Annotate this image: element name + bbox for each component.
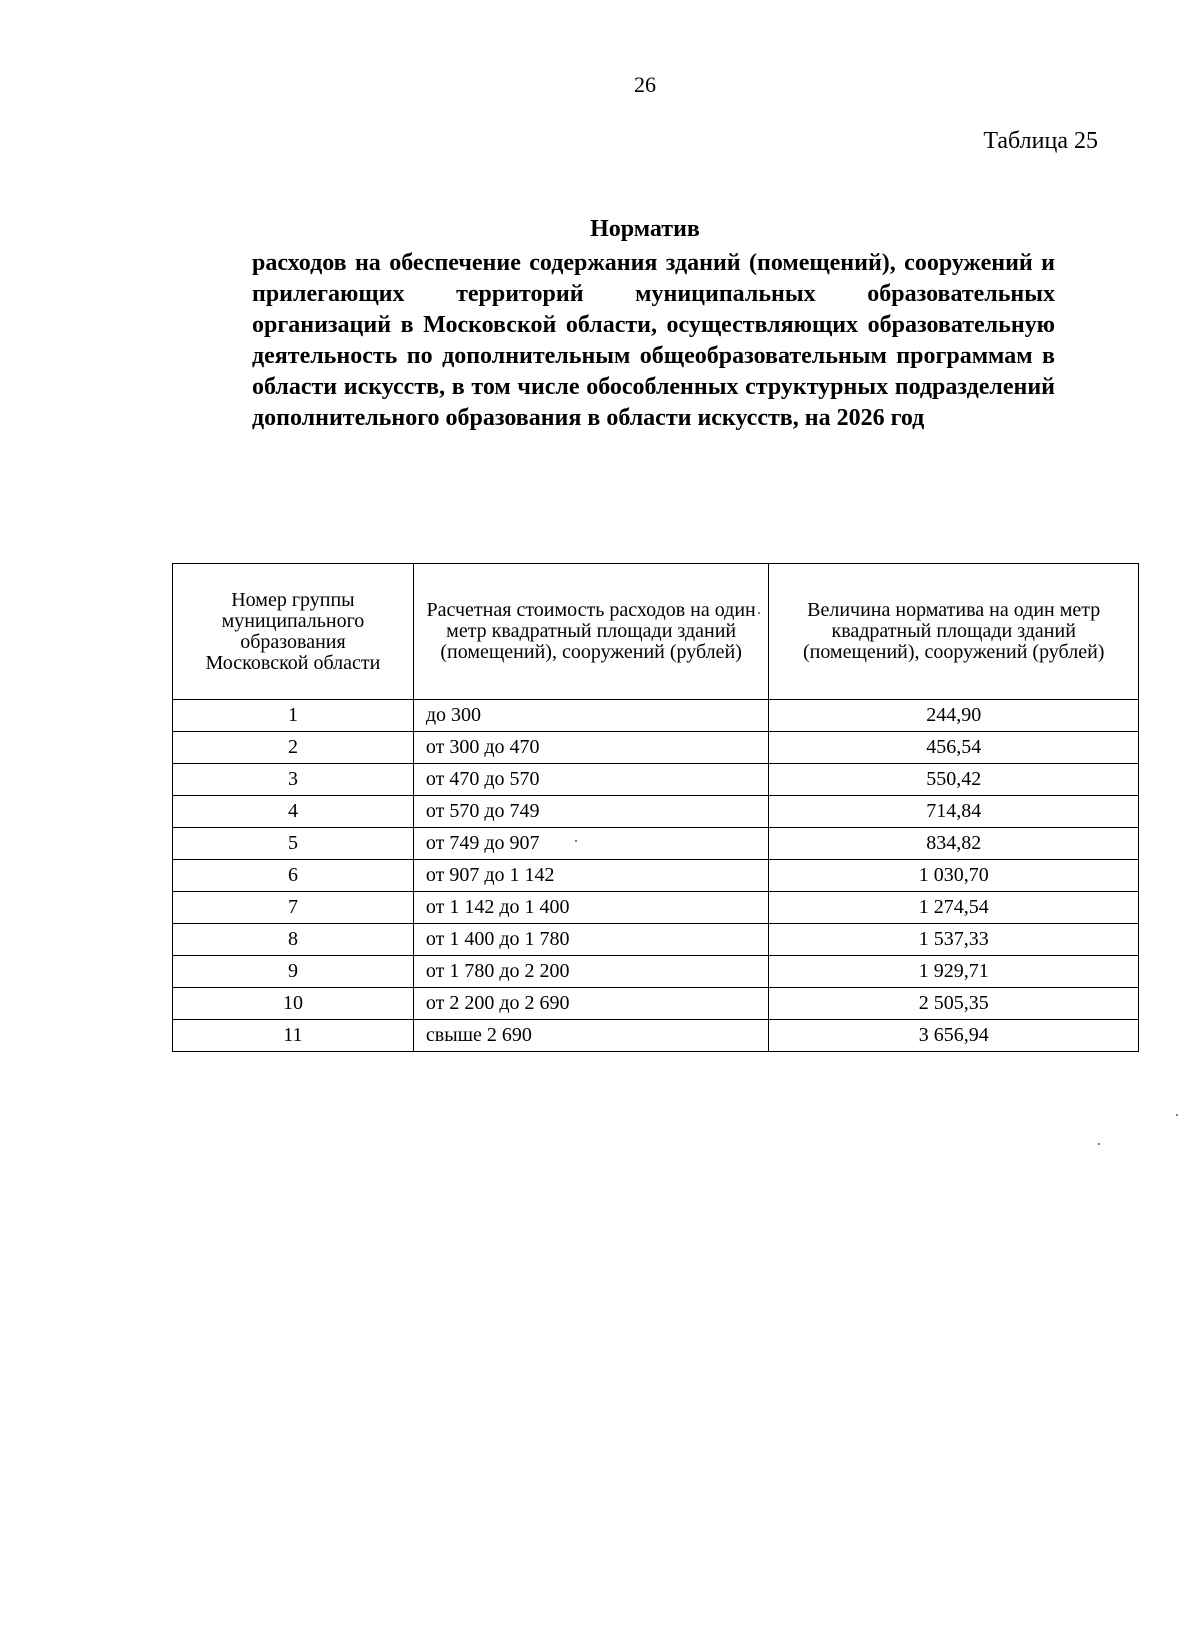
cell-norm: 3 656,94 xyxy=(769,1020,1139,1052)
document-subtitle: расходов на обеспечение содержания зданий (помещений), сооружений и прилегающих территорий муниципальных образовательных организаций в Московской области, осуществляющих образовательную деятельность по дополнительным общеобразовательным программам в области искусств, в том числе обособленных структурных подразделений дополнительного образования в области искусств, на 2026 год xyxy=(252,250,1055,431)
cell-group: 11 xyxy=(173,1020,414,1052)
page-number: 26 xyxy=(634,72,656,97)
scan-speck xyxy=(575,840,577,842)
table-row xyxy=(173,700,1139,732)
cell-norm: 1 929,71 xyxy=(769,956,1139,988)
cell-norm: 456,54 xyxy=(769,732,1139,764)
cell-range: от 300 до 470 xyxy=(413,732,769,764)
cell-range: от 570 до 749 xyxy=(413,796,769,828)
cell-group: 7 xyxy=(173,892,414,924)
table-row xyxy=(173,924,1139,956)
table-header-row xyxy=(173,564,1139,700)
table-row xyxy=(173,1020,1139,1052)
cell-norm: 714,84 xyxy=(769,796,1139,828)
header-group-number: Номер группы муниципального образования Московской области xyxy=(173,564,414,700)
normative-table xyxy=(172,563,1139,1052)
cell-range: от 470 до 570 xyxy=(413,764,769,796)
table-label: Таблица 25 xyxy=(983,128,1098,154)
cell-range: от 749 до 907 xyxy=(413,828,769,860)
cell-range: от 1 400 до 1 780 xyxy=(413,924,769,956)
table-row xyxy=(173,796,1139,828)
cell-group: 4 xyxy=(173,796,414,828)
table-row xyxy=(173,892,1139,924)
cell-range: от 1 780 до 2 200 xyxy=(413,956,769,988)
cell-group: 3 xyxy=(173,764,414,796)
cell-norm: 1 030,70 xyxy=(769,860,1139,892)
document-title: Норматив xyxy=(590,216,700,242)
cell-group: 8 xyxy=(173,924,414,956)
cell-norm: 1 537,33 xyxy=(769,924,1139,956)
cell-range: до 300 xyxy=(413,700,769,732)
table-row xyxy=(173,732,1139,764)
cell-norm: 244,90 xyxy=(769,700,1139,732)
header-norm-value: Величина норматива на один метр квадратный площади зданий (помещений), сооружений (рублей) xyxy=(769,564,1139,700)
cell-group: 2 xyxy=(173,732,414,764)
cell-range: от 2 200 до 2 690 xyxy=(413,988,769,1020)
header-cost-range: Расчетная стоимость расходов на один метр квадратный площади зданий (помещений), сооружений (рублей) xyxy=(413,564,769,700)
table-row xyxy=(173,860,1139,892)
scan-speck xyxy=(1176,1114,1178,1116)
cell-norm: 2 505,35 xyxy=(769,988,1139,1020)
cell-group: 6 xyxy=(173,860,414,892)
cell-group: 10 xyxy=(173,988,414,1020)
cell-norm: 834,82 xyxy=(769,828,1139,860)
table-row xyxy=(173,764,1139,796)
table-row xyxy=(173,828,1139,860)
cell-range: от 907 до 1 142 xyxy=(413,860,769,892)
cell-group: 1 xyxy=(173,700,414,732)
table-row xyxy=(173,956,1139,988)
cell-norm: 550,42 xyxy=(769,764,1139,796)
cell-norm: 1 274,54 xyxy=(769,892,1139,924)
cell-range: от 1 142 до 1 400 xyxy=(413,892,769,924)
cell-range: свыше 2 690 xyxy=(413,1020,769,1052)
cell-group: 9 xyxy=(173,956,414,988)
table-row xyxy=(173,988,1139,1020)
scan-speck xyxy=(1098,1143,1100,1145)
scan-speck xyxy=(758,612,760,614)
cell-group: 5 xyxy=(173,828,414,860)
